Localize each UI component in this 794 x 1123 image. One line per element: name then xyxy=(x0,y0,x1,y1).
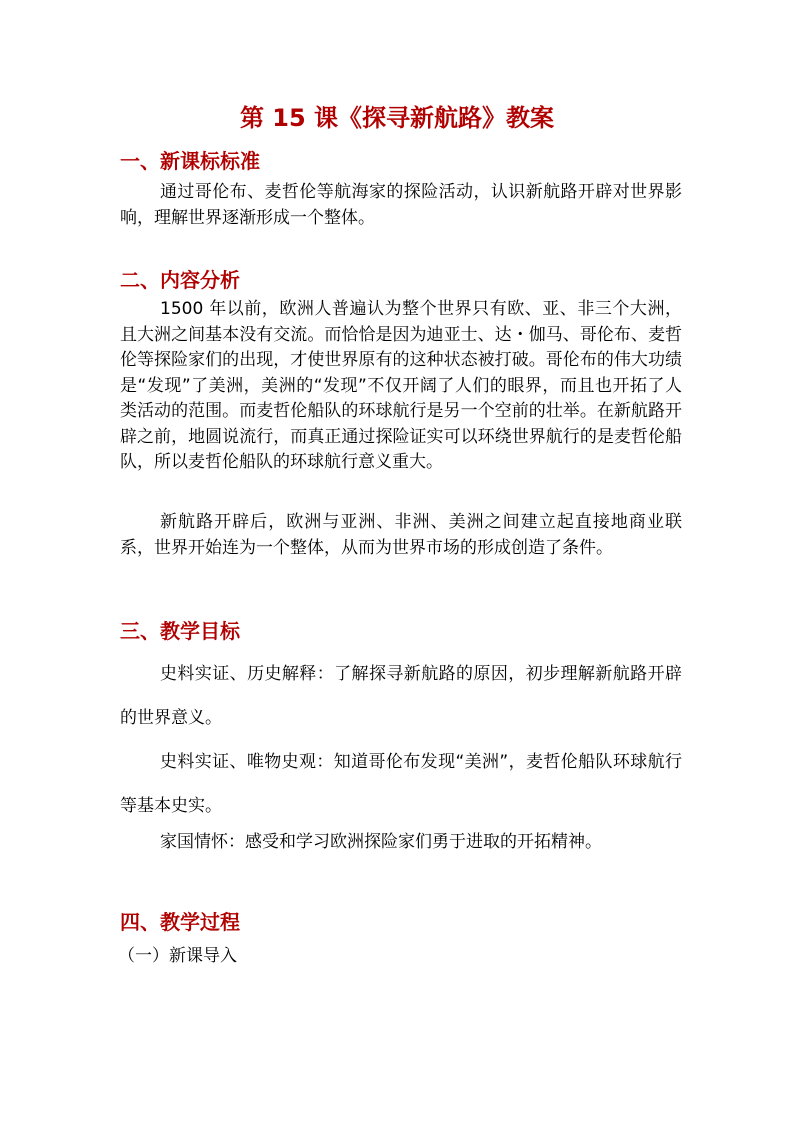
section-heading-process: 四、教学过程 xyxy=(120,910,240,934)
analysis-paragraph-2: 新航路开辟后，欧洲与亚洲、非洲、美洲之间建立起直接地商业联系，世界开始连为一个整体，从而为世界市场的形成创造了条件。 xyxy=(120,512,682,558)
goal-paragraph-1: 史料实证、历史解释：了解探寻新航路的原因，初步理解新航路开辟的世界意义。 xyxy=(120,664,682,728)
section-heading-goals: 三、教学目标 xyxy=(120,619,240,643)
subsection-intro: （一）新课导入 xyxy=(118,946,237,966)
analysis-paragraph-1: 1500 年以前，欧洲人普遍认为整个世界只有欧、亚、非三个大洲，且大洲之间基本没有交流。而恰恰是因为迪亚士、达・伽马、哥伦布、麦哲伦等探险家们的出现，才使世界原有的这种状态被打破。哥伦布的伟大功绩是“发现”了美洲，美洲的“发现”不仅开阔了人们的眼界，而且也开拓了人类活动的范围。而麦哲伦船队的环球航行是另一个空前的壮举。在新航路开辟之前，地圆说流行，而真正通过探险证实可以环绕世界航行的是麦哲伦船队，所以麦哲伦船队的环球航行意义重大。 xyxy=(120,299,682,472)
section-heading-analysis: 二、内容分析 xyxy=(120,268,240,292)
goal-paragraph-3: 家国情怀：感受和学习欧洲探险家们勇于进取的开拓精神。 xyxy=(160,832,602,852)
standards-paragraph: 通过哥伦布、麦哲伦等航海家的探险活动，认识新航路开辟对世界影响，理解世界逐渐形成一个整体。 xyxy=(120,182,682,228)
document-title: 第 15 课《探寻新航路》教案 xyxy=(239,104,555,132)
section-heading-standards: 一、新课标标准 xyxy=(120,149,260,173)
goal-paragraph-2: 史料实证、唯物史观：知道哥伦布发现“美洲”，麦哲伦船队环球航行等基本史实。 xyxy=(120,752,682,816)
